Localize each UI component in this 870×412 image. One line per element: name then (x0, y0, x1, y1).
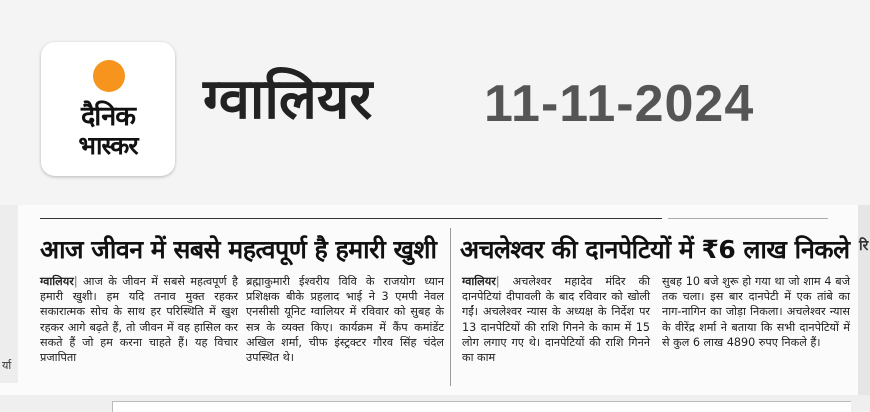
article-2-column-2 (662, 274, 850, 350)
page-header (0, 0, 870, 205)
article-2-dateline: ग्वालियर (462, 275, 496, 288)
article-2-body (462, 274, 850, 386)
dainik-bhaskar-logo (41, 42, 175, 176)
article-2-text-2: सुबह 10 बजे शुरू हो गया था जो शाम 4 बजे तक चला। इस बार दानपेटी में एक तांबे का नाग-नागिन का जोड़ा निकला। अचलेश्वर न्यास के वीरेंद्र शर्मा ने बताया कि सभी दानपेटियों में से कुल 6 लाख 4890 रुपए निकले हैं। (662, 275, 850, 349)
left-adjacent-column (0, 205, 18, 383)
article-1-column-1: ग्वालियर| आज के जीवन में सबसे महत्वपूर्ण है हमारी खुशी। हम यदि तनाव मुक्त रहकर सकारात्मक सोच के साथ हर परिस्थिति में खुश रहकर आगे बढ़ते हैं, तो जीवन में वह हासिल कर सकते हैं जो हम करना चाहते हैं। यह विचार प्रजापिता (40, 275, 239, 365)
article-2-text-1: अचलेश्वर महादेव मंदिर की दानपेटियां दीपावली के बाद रविवार को खोली गईं। अचलेश्वर न्यास के अध्यक्ष के निर्देश पर 13 दानपेटियों की राशि गिनने के काम में 15 लोग लगाए गए थे। दानपेटियों की राशि गिनने का काम (462, 275, 650, 365)
top-rule (40, 218, 662, 219)
article-1-text-2: ब्रह्माकुमारी ईश्वरीय विवि के राजयोग ध्यान प्रशिक्षक बीके प्रहलाद भाई ने 3 एमपी नेवल एनसीसी यूनिट ग्वालियर में रविवार को सुबह के सत्र के व्यक्त किए। कार्यक्रम में कैंप कमांडेंट अखिल शर्मा, चीफ इंस्ट्रक्टर गौरव सिंह चंदेल उपस्थित थे। (246, 275, 444, 365)
next-article-box (112, 401, 851, 412)
sun-icon (93, 60, 125, 92)
column-divider (450, 228, 451, 386)
right-edge-text: रि (859, 238, 869, 254)
logo-line-2: भास्कर (78, 131, 138, 160)
article-1-column-2 (246, 274, 444, 365)
article-1-headline: आज जीवन में सबसे महत्वपूर्ण है हमारी खुशी (40, 235, 437, 264)
article-1-body (40, 274, 444, 386)
city-title: ग्वालियर (203, 67, 373, 132)
article-1-dateline: ग्वालियर (40, 275, 74, 288)
top-rule-right (668, 210, 828, 219)
article-2-column-1: ग्वालियर| अचलेश्वर महादेव मंदिर की दानपेटियां दीपावली के बाद रविवार को खोली गईं। अचलेश्वर न्यास के अध्यक्ष के निर्देश पर 13 दानपेटियों की राशि गिनने के काम में 15 लोग लगाए गए थे। दानपेटियों की राशि गिनने का काम (462, 275, 650, 365)
article-1-text-1: आज के जीवन में सबसे महत्वपूर्ण है हमारी खुशी। हम यदि तनाव मुक्त रहकर सकारात्मक सोच के साथ हर परिस्थिति में खुश रहकर आगे बढ़ते हैं, तो जीवन में वह हासिल कर सकते हैं जो हम करना चाहते हैं। यह विचार प्रजापिता (40, 275, 239, 365)
edition-date: 11-11-2024 (484, 75, 755, 133)
logo-line-1: दैनिक (80, 101, 136, 132)
article-2-headline: अचलेश्वर की दानपेटियों में ₹6 लाख निकले (460, 235, 850, 264)
left-edge-text: र्या (2, 359, 12, 372)
